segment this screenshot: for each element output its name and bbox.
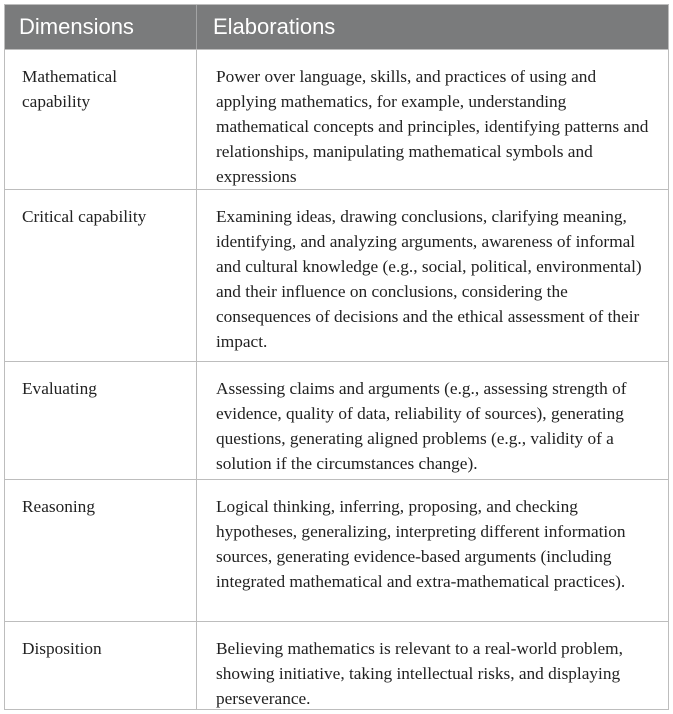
- elaboration-cell: Believing mathematics is relevant to a real-world problem, showing initiative, taking intellectual risks, and displaying perseverance.: [216, 639, 623, 708]
- table-row: [5, 189, 668, 361]
- dimension-cell: Evaluating: [5, 362, 197, 479]
- elaboration-cell: Examining ideas, drawing conclusions, clarifying meaning, identifying, and analyzing arguments, awareness of informal and cultural knowledge (e.g., social, political, environmental) and their influence on conclusions, considering the consequences of decisions and the ethical assessment of their impact.: [216, 207, 642, 351]
- elaboration-cell: Power over language, skills, and practices of using and applying mathematics, for example, understanding mathematical concepts and principles, identifying patterns and relationships, manipulating mathematical symbols and expressions: [216, 67, 649, 186]
- table-row: [5, 621, 668, 709]
- dimensions-table: [4, 4, 669, 710]
- table-row: [5, 361, 668, 479]
- elaboration-cell: Assessing claims and arguments (e.g., assessing strength of evidence, quality of data, reliability of sources), generating questions, generating aligned problems (e.g., validity of a solution if the circumstances change).: [216, 379, 627, 473]
- dimension-cell: Reasoning: [5, 480, 197, 621]
- header-dimensions: Dimensions: [5, 5, 197, 49]
- header-elaborations: Elaborations: [213, 14, 336, 39]
- table-row: [5, 49, 668, 189]
- table-row: [5, 479, 668, 621]
- elaboration-cell: Logical thinking, inferring, proposing, and checking hypotheses, generalizing, interpreting different information sources, generating evidence-based arguments (including integrated mathematical and extra-mathematical practices).: [216, 497, 626, 591]
- table-header-row: [5, 5, 668, 49]
- dimension-cell: Mathematical capability: [5, 50, 197, 189]
- dimension-cell: Disposition: [5, 622, 197, 709]
- dimension-cell: Critical capability: [5, 190, 197, 361]
